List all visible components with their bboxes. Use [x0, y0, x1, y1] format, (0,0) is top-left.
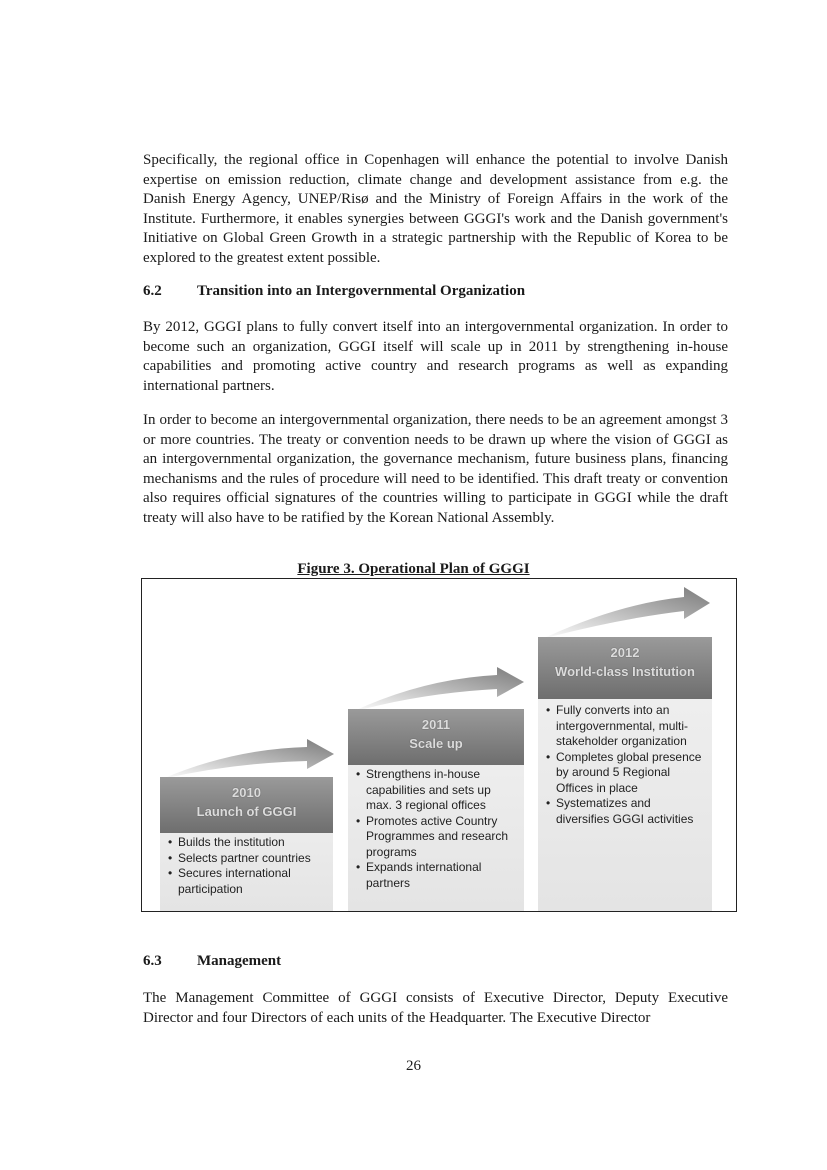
stage-year: 2010	[232, 785, 261, 800]
list-item: • Completes global presence by around 5 Regional Offices in place	[546, 750, 706, 797]
stage-label: Launch of GGGI	[196, 804, 297, 819]
list-item: • Builds the institution	[168, 835, 327, 851]
list-item: • Expands international partners	[356, 860, 518, 891]
stage-2011	[348, 709, 524, 911]
arrow-stage-2	[352, 667, 524, 712]
section-title: Management	[197, 953, 282, 969]
section-title: Transition into an Intergovernmental Organization	[197, 283, 526, 299]
arrow-stage-3	[542, 587, 710, 639]
list-item: • Strengthens in-house capabilities and sets up max. 3 regional offices	[356, 767, 518, 814]
stage-header	[160, 777, 333, 833]
stage-label: Scale up	[409, 736, 463, 751]
stage-bullet-list	[356, 767, 518, 891]
list-item: • Promotes active Country Programmes and research programs	[356, 814, 518, 861]
stage-header	[538, 637, 712, 699]
list-item: • Selects partner countries	[168, 851, 327, 867]
paragraph-treaty: In order to become an intergovernmental organization, there needs to be an agreement amongst 3 or more countries. The treaty or convention needs to be drawn up where the vision of GGGI as an intergovernmental organization, the governance mechanism, future business plans, financing mechanisms and the rules of procedure will need to be identified. This draft treaty or convention also requires official signatures of the countries willing to participate in GGGI while the draft treaty will also have to be ratified by the Korean National Assembly.	[143, 412, 728, 526]
section-heading-6-2	[143, 283, 525, 300]
section-number: 6.2	[143, 283, 162, 299]
operational-plan-figure	[141, 578, 737, 912]
stage-bullet-list	[168, 835, 327, 897]
stage-2010	[160, 777, 333, 911]
paragraph-management: The Management Committee of GGGI consists of Executive Director, Deputy Executive Director and four Directors of each units of the Headquarter. The Executive Director	[143, 990, 728, 1026]
section-heading-6-3	[143, 953, 281, 970]
stage-year: 2011	[421, 717, 451, 732]
stage-header	[348, 709, 524, 765]
paragraph-transition-plan: By 2012, GGGI plans to fully convert itself into an intergovernmental organization. In order to become such an organization, GGGI itself will scale up in 2011 by strengthening in-house capabilities and promoting active country and research programs as well as expanding international partners.	[143, 319, 728, 394]
section-number: 6.3	[143, 953, 162, 969]
stage-2012	[538, 637, 712, 911]
stage-year: 2012	[610, 645, 640, 660]
paragraph-regional-office: Specifically, the regional office in Copenhagen will enhance the potential to involve Danish expertise on emission reduction, climate change and development assistance from e.g. the Danish Energy Agency, UNEP/Risø and the Ministry of Foreign Affairs in the work of the Institute. Furthermore, it enables synergies between GGGI's work and the Danish government's Initiative on Global Green Growth in a strategic partnership with the Republic of Korea to be explored to the greatest extent possible.	[143, 152, 728, 266]
page-number: 26	[406, 1058, 421, 1074]
stage-bullet-list	[546, 703, 706, 827]
list-item: • Fully converts into an intergovernmental, multi-stakeholder organization	[546, 703, 706, 750]
arrow-stage-1	[162, 739, 334, 779]
list-item: • Systematizes and diversifies GGGI activities	[546, 796, 706, 827]
list-item: • Secures international participation	[168, 866, 327, 897]
figure-title: Figure 3. Operational Plan of GGGI	[297, 561, 530, 577]
stage-label: World-class Institution	[555, 664, 695, 679]
